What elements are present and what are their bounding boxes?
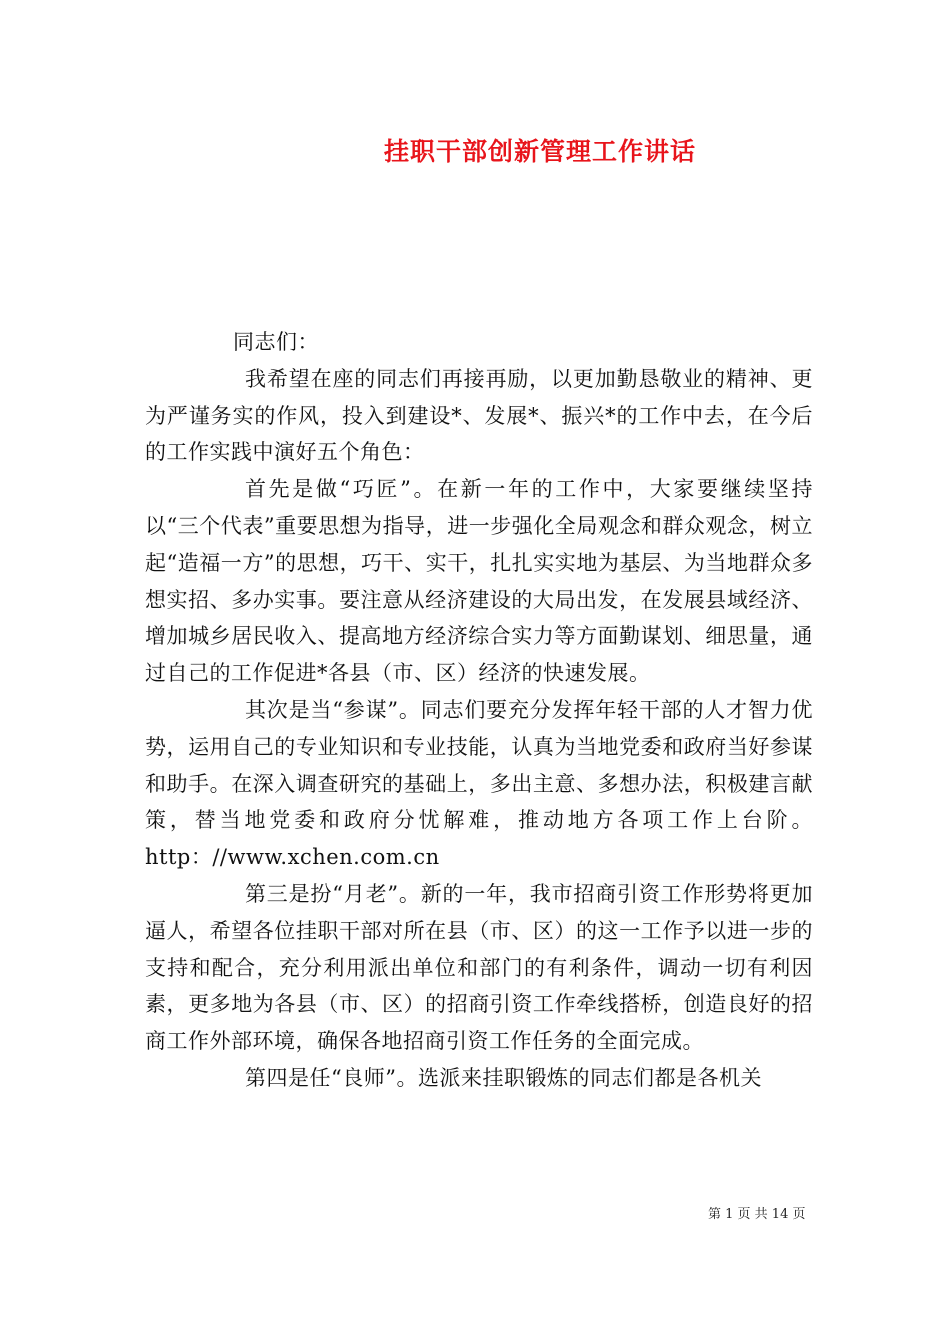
- paragraph-intro: 我希望在座的同志们再接再励，以更加勤恳敬业的精神、更为严谨务实的作风，投入到建设*、发展*、振兴*的工作中去，在今后的工作实践中演好五个角色：: [145, 366, 813, 465]
- paragraph-craftsman: 首先是做“巧匠”。在新一年的工作中，大家要继续坚持以“三个代表”重要思想为指导，进一步强化全局观念和群众观念，树立起“造福一方”的思想，巧干、实干，扎扎实实地为基层、为当地群众多想实招、多办实事。要注意从经济建设的大局出发，在发展县域经济、增加城乡居民收入、提高地方经济综合实力等方面勤谋划、细思量，通过自己的工作促进*各县（市、区）经济的快速发展。: [145, 477, 813, 686]
- document-body: [145, 324, 813, 1097]
- paragraph-mentor: 第四是任“良师”。选派来挂职锻炼的同志们都是各机关: [245, 1065, 762, 1090]
- paragraph-advisor: 其次是当“参谋”。同志们要充分发挥年轻干部的人才智力优势，运用自己的专业知识和专业技能，认真为当地党委和政府当好参谋和助手。在深入调查研究的基础上，多出主意、多想办法，积极建言献策，替当地党委和政府分忧解难，推动地方各项工作上台阶。http：//www.xchen.com.cn: [145, 697, 813, 870]
- salutation: 同志们：: [233, 330, 319, 354]
- document-title: 挂职干部创新管理工作讲话: [383, 137, 696, 166]
- paragraph-matchmaker: 第三是扮“月老”。新的一年，我市招商引资工作形势将更加逼人，希望各位挂职干部对所在县（市、区）的这一工作予以进一步的支持和配合，充分利用派出单位和部门的有利条件，调动一切有利因素，更多地为各县（市、区）的招商引资工作牵线搭桥，创造良好的招商工作外部环境，确保各地招商引资工作任务的全面完成。: [145, 881, 813, 1054]
- page-number-footer: 第 1 页 共 14 页: [708, 1207, 806, 1222]
